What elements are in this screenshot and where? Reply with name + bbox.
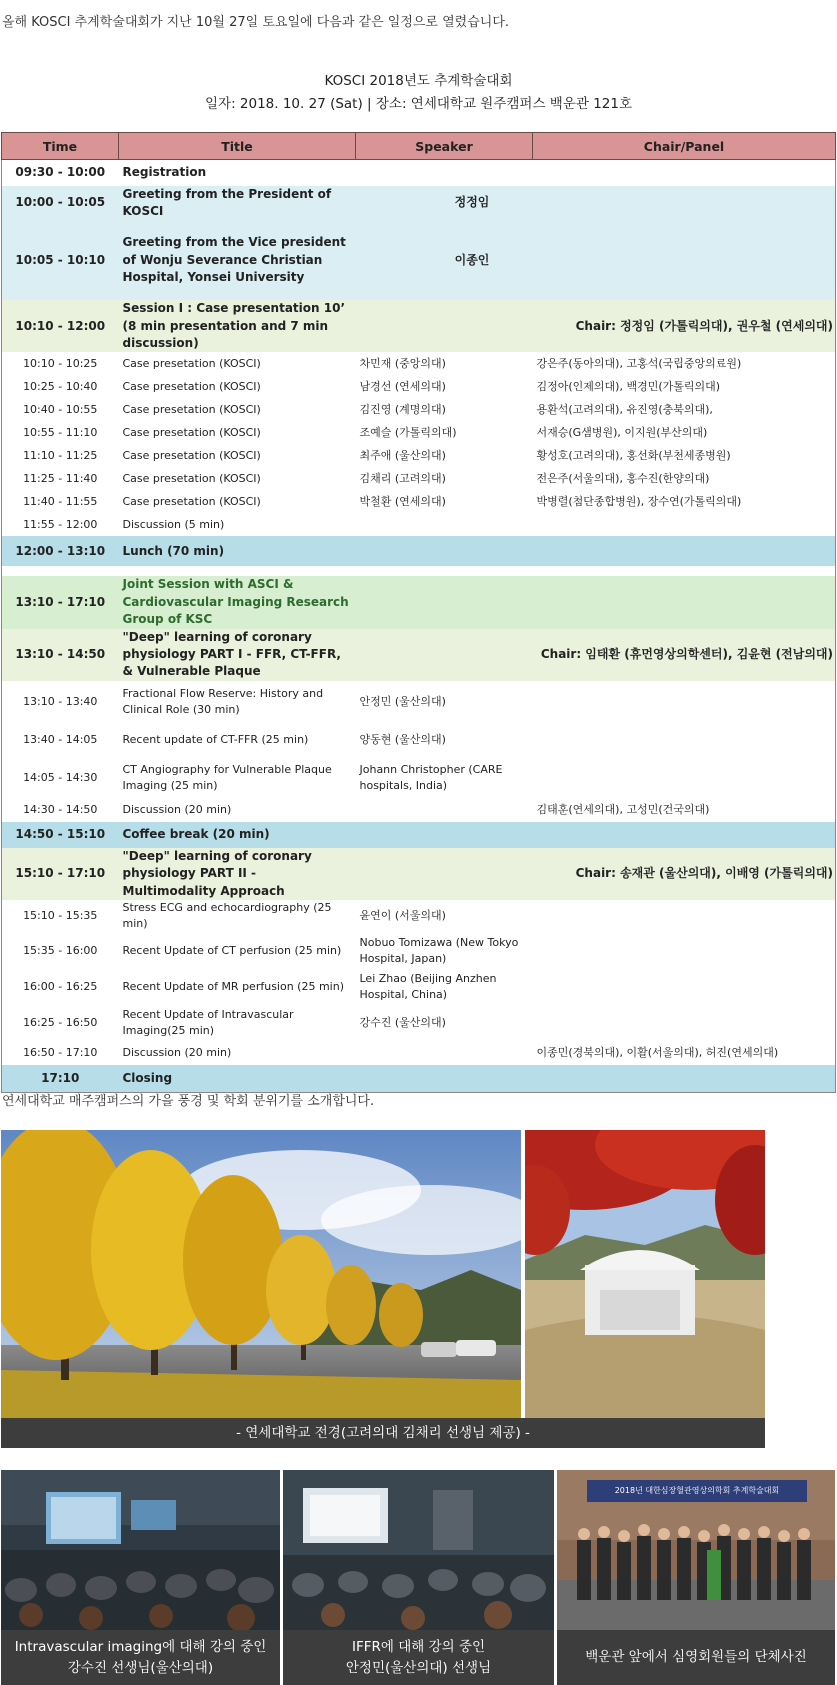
- cell-title: Recent Update of MR perfusion (25 min): [122, 979, 344, 993]
- cell-chair: [533, 681, 836, 723]
- cell-speaker: [356, 566, 533, 576]
- cell-time: 14:05 - 14:30: [23, 770, 98, 784]
- cell-speaker: Nobuo Tomizawa (New Tokyo Hospital, Japan): [359, 935, 519, 965]
- cell-time: 16:00 - 16:25: [23, 979, 98, 993]
- cell-title: Lunch (70 min): [122, 543, 225, 558]
- cell-title: "Deep" learning of coronary physiology PART I - FFR, CT-FFR, & Vulnerable Plaque: [122, 629, 341, 679]
- cell-speaker: [356, 536, 533, 566]
- cell-title: [119, 566, 356, 576]
- cell-chair: 용환석(고려의대), 유진영(충북의대),: [536, 402, 713, 416]
- cell-title: Discussion (20 min): [122, 803, 232, 817]
- cell-chair: [533, 186, 836, 221]
- lecture-photo-1: [1, 1470, 280, 1630]
- campus-caption: [1, 1418, 765, 1448]
- cell-speaker: Johann Christopher (CARE hospitals, India): [359, 762, 503, 792]
- photo-caption-2: [283, 1630, 554, 1685]
- table-row: [2, 1042, 836, 1065]
- cell-title: Case presetation (KOSCI): [122, 379, 261, 393]
- schedule-table: [1, 132, 836, 1093]
- table-row: [2, 186, 836, 221]
- cell-time: 10:40 - 10:55: [23, 402, 98, 416]
- cell-time: 17:10: [41, 1070, 80, 1085]
- cell-chair: [533, 513, 836, 536]
- cell-time: 10:10 - 12:00: [15, 318, 106, 333]
- cell-title: "Deep" learning of coronary physiology PART II - Multimodality Approach: [122, 848, 312, 898]
- table-row: [2, 681, 836, 723]
- cell-chair: 박병렬(첨단종합병원), 장수연(가톨릭의대): [536, 494, 742, 508]
- cell-title: Registration: [122, 165, 207, 180]
- cell-speaker: 박철환 (연세의대): [359, 494, 446, 508]
- photo-caption-1-line1: Intravascular imaging에 대해 강의 중인: [14, 1638, 267, 1655]
- cell-title: Case presetation (KOSCI): [122, 425, 261, 439]
- cell-time: 10:00 - 10:05: [15, 195, 106, 210]
- cell-time: 13:40 - 14:05: [23, 732, 98, 746]
- cell-speaker: [356, 822, 533, 848]
- cell-title: Coffee break (20 min): [122, 827, 270, 842]
- cell-chair: 전은주(서울의대), 홍수진(한양의대): [536, 471, 710, 485]
- table-row: [2, 467, 836, 490]
- campus-ginkgo-photo: [1, 1130, 521, 1418]
- cell-time: 16:25 - 16:50: [23, 1015, 98, 1029]
- cell-time: 12:00 - 13:10: [15, 543, 106, 558]
- cell-chair: [533, 970, 836, 1004]
- cell-time: 11:40 - 11:55: [23, 494, 98, 508]
- cell-time: 15:35 - 16:00: [23, 943, 98, 957]
- cell-chair: Chair: 송재관 (울산의대), 이배영 (가톨릭의대): [575, 866, 833, 881]
- cell-chair: 김태훈(연세의대), 고성민(건국의대): [536, 803, 710, 817]
- cell-time: 13:10 - 17:10: [15, 594, 106, 609]
- header-chair: Chair/Panel: [533, 133, 836, 160]
- cell-chair: [533, 822, 836, 848]
- cell-speaker: 강수진 (울산의대): [359, 1015, 446, 1029]
- event-details: 일자: 2018. 10. 27 (Sat) | 장소: 연세대학교 원주캠퍼스 백운관 121호: [204, 96, 633, 112]
- table-row: [2, 576, 836, 628]
- cell-time: 13:10 - 14:50: [15, 647, 106, 662]
- cell-time: 15:10 - 17:10: [15, 866, 106, 881]
- cell-speaker: 최주애 (울산의대): [359, 448, 446, 462]
- cell-title: Case presetation (KOSCI): [122, 356, 261, 370]
- cell-chair: [533, 723, 836, 757]
- table-row: [2, 1065, 836, 1093]
- table-row: [2, 490, 836, 513]
- table-row: [2, 444, 836, 467]
- cell-speaker: 조예슬 (가톨릭의대): [359, 425, 457, 439]
- cell-title: Fractional Flow Reserve: History and Clinical Role (30 min): [122, 686, 324, 716]
- cell-speaker: 윤연이 (서울의대): [359, 908, 446, 922]
- cell-title: Case presetation (KOSCI): [122, 402, 261, 416]
- table-row: [2, 970, 836, 1004]
- campus-caption-text: - 연세대학교 전경(고려의대 김채리 선생님 제공) -: [236, 1424, 530, 1441]
- cell-title: CT Angiography for Vulnerable Plaque Imaging (25 min): [122, 762, 332, 792]
- cell-chair: [533, 932, 836, 970]
- photo-caption-2-line1: IFFR에 대해 강의 중인: [351, 1638, 486, 1655]
- photo-caption-1-line2: 강수진 선생님(울산의대): [67, 1659, 214, 1676]
- table-row: [2, 513, 836, 536]
- cell-speaker: 이종인: [454, 252, 490, 267]
- event-title: KOSCI 2018년도 추계학술대회: [324, 73, 513, 89]
- table-row: [2, 822, 836, 848]
- cell-chair: [533, 576, 836, 628]
- table-row: [2, 900, 836, 932]
- cell-chair: 이종민(경북의대), 이활(서울의대), 허진(연세의대): [536, 1046, 779, 1060]
- cell-title: Case presetation (KOSCI): [122, 494, 261, 508]
- photo-caption-3-line1: 백운관 앞에서 심영회원들의 단체사진: [585, 1649, 807, 1666]
- lecture-photo-2: [283, 1470, 554, 1630]
- table-row: [2, 799, 836, 822]
- cell-speaker: Lei Zhao (Beijing Anzhen Hospital, China): [359, 971, 497, 1001]
- header-title: Title: [119, 133, 356, 160]
- cell-time: 11:10 - 11:25: [23, 448, 98, 462]
- cell-speaker: 김진영 (계명의대): [359, 402, 446, 416]
- photos-intro-text: 연세대학교 매주캠퍼스의 가을 풍경 및 학회 분위기를 소개합니다.: [2, 1094, 375, 1109]
- cell-speaker: 차민재 (중앙의대): [359, 356, 446, 370]
- table-row: [2, 848, 836, 900]
- cell-chair: [533, 1065, 836, 1093]
- cell-time: [2, 566, 119, 576]
- cell-title: Recent Update of Intravascular Imaging(25 min): [122, 1007, 294, 1037]
- cell-time: 10:05 - 10:10: [15, 252, 106, 267]
- cell-speaker: [356, 1042, 533, 1065]
- table-row: [2, 723, 836, 757]
- cell-time: 11:25 - 11:40: [23, 471, 98, 485]
- cell-time: 13:10 - 13:40: [23, 694, 98, 708]
- cell-title: Greeting from the Vice president of Wonju Severance Christian Hospital, Yonsei University: [122, 235, 346, 284]
- header-speaker: Speaker: [356, 133, 533, 160]
- table-header-row: [2, 133, 836, 160]
- cell-chair: [533, 566, 836, 576]
- table-row: [2, 220, 836, 300]
- intro-text: 올해 KOSCI 추계학술대회가 지난 10월 27일 토요일에 다음과 같은 일정으로 열렸습니다.: [2, 15, 510, 30]
- cell-speaker: 양동현 (울산의대): [359, 732, 446, 746]
- table-row: [2, 566, 836, 576]
- cell-time: 10:55 - 11:10: [23, 425, 98, 439]
- group-photo: [557, 1470, 835, 1630]
- cell-time: 10:25 - 10:40: [23, 379, 98, 393]
- cell-speaker: [356, 576, 533, 628]
- table-row: [2, 757, 836, 799]
- cell-chair: [533, 160, 836, 186]
- cell-title: Closing: [122, 1070, 173, 1085]
- table-row: [2, 932, 836, 970]
- cell-time: 14:50 - 15:10: [15, 827, 106, 842]
- photo-caption-1: [1, 1630, 280, 1685]
- cell-chair: [533, 220, 836, 300]
- cell-time: 16:50 - 17:10: [23, 1046, 98, 1060]
- table-row: [2, 536, 836, 566]
- cell-time: 11:55 - 12:00: [23, 517, 98, 531]
- cell-title: Discussion (5 min): [122, 517, 225, 531]
- cell-chair: [533, 757, 836, 799]
- cell-time: 14:30 - 14:50: [23, 803, 98, 817]
- cell-speaker: [356, 799, 533, 822]
- cell-time: 09:30 - 10:00: [15, 165, 106, 180]
- cell-speaker: 김채리 (고려의대): [359, 471, 446, 485]
- cell-title: Recent update of CT-FFR (25 min): [122, 732, 309, 746]
- cell-chair: Chair: 정정임 (가톨릭의대), 권우철 (연세의대): [575, 318, 833, 333]
- table-row: [2, 375, 836, 398]
- cell-speaker: 남경선 (연세의대): [359, 379, 446, 393]
- cell-speaker: [356, 160, 533, 186]
- banner-text: 2018년 대한심장혈관영상의학회 추계학술대회: [614, 1486, 780, 1495]
- cell-title: Session I : Case presentation 10’ (8 min presentation and 7 min discussion): [122, 301, 346, 351]
- cell-speaker: [356, 1065, 533, 1093]
- cell-title: Stress ECG and echocardiography (25 min): [122, 900, 332, 930]
- cell-speaker: 안정민 (울산의대): [359, 694, 446, 708]
- cell-chair: [533, 1004, 836, 1042]
- cell-chair: 강은주(동아의대), 고홍석(국립중앙의료원): [536, 356, 742, 370]
- cell-chair: [533, 536, 836, 566]
- header-time: Time: [2, 133, 119, 160]
- table-row: [2, 352, 836, 375]
- table-row: [2, 300, 836, 352]
- cell-speaker: [356, 513, 533, 536]
- cell-title: Recent Update of CT perfusion (25 min): [122, 943, 342, 957]
- table-row: [2, 421, 836, 444]
- cell-title: Discussion (20 min): [122, 1046, 232, 1060]
- table-row: [2, 160, 836, 186]
- table-row: [2, 398, 836, 421]
- cell-title: Case presetation (KOSCI): [122, 448, 261, 462]
- cell-chair: 황성호(고려의대), 홍선화(부천세종병원): [536, 448, 731, 462]
- cell-chair: 서재승(G샘병원), 이지원(부산의대): [536, 425, 708, 439]
- cell-title: Joint Session with ASCI & Cardiovascular Imaging Research Group of KSC: [122, 577, 349, 627]
- table-row: [2, 1004, 836, 1042]
- cell-time: 15:10 - 15:35: [23, 908, 98, 922]
- cell-speaker: 정정임: [454, 195, 490, 210]
- cell-chair: [533, 900, 836, 932]
- photo-caption-3: [557, 1630, 835, 1685]
- cell-title: Greeting from the President of KOSCI: [122, 186, 332, 218]
- table-row: [2, 629, 836, 681]
- campus-amphitheater-photo: [525, 1130, 765, 1418]
- photo-caption-2-line2: 안정민(울산의대) 선생님: [345, 1659, 492, 1676]
- cell-title: Case presetation (KOSCI): [122, 471, 261, 485]
- cell-time: 10:10 - 10:25: [23, 356, 98, 370]
- cell-chair: 김정아(인제의대), 백경민(가톨릭의대): [536, 379, 721, 393]
- cell-chair: Chair: 임태환 (휴먼영상의학센터), 김윤현 (전남의대): [540, 647, 833, 662]
